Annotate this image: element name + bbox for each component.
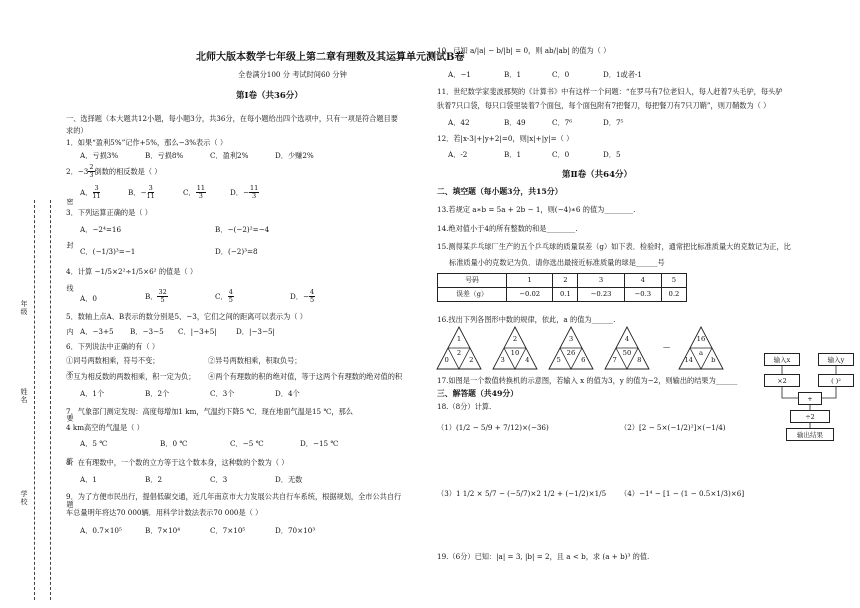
part1-heading: 第Ⅰ卷（共36分） [236, 91, 303, 101]
q6-statement-1: ①同号两数相乘，符号不变； [66, 356, 160, 365]
q6-option-d: D．4个 [275, 389, 300, 398]
question-15-line1: 15.测得某乒乓球厂生产的五个乒乓球的质量误差（g）如下表．检验时，通常把比标准质量大的克数记为正，比 [437, 242, 791, 251]
q8-option-c: C．3 [210, 475, 228, 484]
question-9-line1: 9．为了方便市民出行，提倡低碳交通，近几年南京市大力发展公共自行车系统，根据规划，全市公共自行 [66, 492, 402, 501]
q7-option-a: A．5 ℃ [80, 439, 108, 448]
seal-notice: 密 封 线 内 不 要 答 题 [66, 198, 74, 525]
q2-option-d: D．− $\frac{11}{3}$ [230, 184, 259, 200]
q1-option-c: C．盈利2% [210, 151, 249, 160]
q11-option-b: B．49 [504, 118, 526, 127]
q2-option-b: B．− $\frac{3}{11}$ [128, 184, 155, 200]
q11-option-d: D．7⁵ [603, 118, 624, 127]
table-cell: −0.23 [578, 288, 624, 302]
question-1: 1．如果“盈利5%”记作+5%，那么−3%表示（ ） [66, 138, 228, 147]
q18-part-4: （4）−1⁴ − [1 − (1 − 0.5×1/3)×6] [620, 489, 745, 498]
q18-part-1: （1）(1/2 − 5/9 + 7/12)×(−36) [437, 423, 549, 432]
triangle-number: 16 [696, 334, 706, 343]
question-6: 6．下列说法中正确的有（ ） [66, 342, 160, 351]
q9-option-a: A．0.7×10⁵ [80, 526, 122, 535]
q1-option-a: A．亏损3% [80, 151, 119, 160]
q8-option-a: A．1 [80, 475, 97, 484]
question-7-line1: 7．气象部门测定发现：高度每增加1 km，气温约下降5 ℃．现在地面气温是15 ℃，那么 [66, 407, 353, 416]
triangle-number: 6 [581, 355, 586, 364]
q18-part-2: （2）[2 − 5×(−1/2)²]×(−1/4) [620, 423, 726, 432]
question-18: 18.（8分）计算. [437, 402, 492, 411]
q3-option-c: C．(−1/3)³=−1 [80, 247, 136, 256]
question-7-line2: 4 km高空的气温是（ ） [66, 423, 144, 432]
table-cell: 2 [553, 274, 578, 288]
triangle-number: 14 [684, 355, 693, 364]
triangle-number: 8 [637, 355, 642, 364]
question-11-line2: 驮着7只口袋，每只口袋里装着7个面包，每个面包附有7把餐刀，每把餐刀有7只刀鞘”，则刀鞘数为（ ） [437, 101, 771, 110]
triangle-number: 7 [612, 355, 617, 364]
question-16: 16.找出下列各图形中数的规律，依此，a 的值为______. [437, 315, 616, 324]
triangle-number: 10 [510, 348, 520, 357]
q8-option-d: D．无数 [275, 475, 303, 484]
triangle-separator: — [663, 342, 671, 351]
q9-option-b: B．7×10⁴ [145, 526, 181, 535]
question-13: 13.若规定 a∗b = 5a + 2b − 1，则(−4)∗6 的值为________. [437, 205, 636, 214]
q2-option-c: C． $\frac{11}{3}$ [183, 184, 205, 200]
table-cell: 4 [624, 274, 661, 288]
q6-option-c: C．3个 [210, 389, 235, 398]
q2-number: 2． [66, 166, 78, 176]
question-3: 3．下列运算正确的是（ ） [66, 208, 152, 217]
q5-option-c: C．|−3+5| [178, 327, 217, 336]
q3-option-d: D．(−2)³=8 [215, 247, 258, 256]
q2-option-a: A． $\frac{3}{11}$ [80, 184, 101, 200]
grade-label: 年级 [20, 300, 28, 316]
triangle-number: 5 [556, 355, 561, 364]
triangle-number: b [711, 355, 716, 364]
q2-whole: −3 [77, 166, 89, 176]
triangle-number: 2 [456, 348, 462, 357]
question-5: 5．数轴上点A、B表示的数分别是5、−3，它们之间的距离可以表示为（ ） [66, 312, 307, 321]
table-cell: 0.2 [661, 288, 686, 302]
question-12: 12．若|x-3|+|y+2|=0，则|x|+|y|=（ ） [437, 134, 574, 143]
q7-option-d: D．−15 ℃ [300, 439, 339, 448]
q2-fraction: $\frac{2}{3}$ [89, 163, 94, 179]
table-cell: 5 [661, 274, 686, 288]
question-19: 19.（6分）已知：|a| = 3, |b| = 2，且 a < b，求 (a + b)³ 的值. [437, 552, 650, 561]
question-10: 10．已知 a/|a| − b/|b| = 0，则 ab/|ab| 的值为（ ） [437, 46, 611, 55]
q3-option-b: B．−(−2)²=−4 [215, 225, 270, 234]
q3-option-a: A．−2⁴=16 [80, 225, 122, 234]
fill-section-heading: 二、填空题（每小题3分，共15分） [437, 187, 563, 196]
table-cell: −0.02 [507, 288, 553, 302]
question-15-line2: 标准质量小的克数记为负．请你选出最接近标准质量的球是______号 [449, 258, 665, 267]
q2-text: 倒数的相反数是（ ） [94, 166, 162, 176]
flow-divide-two: ÷2 [790, 410, 830, 423]
q6-option-a: A．1个 [80, 389, 105, 398]
q5-option-b: B．−3−5 [130, 327, 164, 336]
q6-statement-4: ④两个有理数的积的绝对值，等于这两个有理数的绝对值的积 [208, 372, 403, 381]
q7-option-c: C．−5 ℃ [230, 439, 264, 448]
q11-option-c: C．7⁶ [552, 118, 573, 127]
q9-option-c: C．7×10⁵ [210, 526, 246, 535]
question-9-line2: 车总量明年将达70 000辆．用科学计数法表示70 000是（ ） [66, 508, 263, 517]
q4-option-c: C． $\frac{4}{5}$ [215, 288, 233, 304]
q4-option-d: D．− $\frac{4}{5}$ [290, 288, 315, 304]
q5-option-a: A．−3+5 [80, 327, 114, 336]
flow-square: ( )² [818, 374, 854, 387]
q6-statement-2: ②异号两数相乘，积取负号； [208, 356, 302, 365]
instructions-line2: 求的） [66, 126, 88, 135]
q11-option-a: A．42 [448, 118, 470, 127]
flow-plus: + [798, 392, 822, 405]
triangle-number: 0 [444, 355, 449, 364]
triangle-number: 2 [512, 334, 518, 343]
q10-option-d: D．1或者-1 [603, 70, 642, 79]
table-cell: −0.3 [624, 288, 661, 302]
exam-info: 全卷满分100 分 考试时间60 分钟 [238, 70, 347, 79]
q5-option-d: D．|−3−5| [236, 327, 275, 336]
table-cell: 0.1 [553, 288, 578, 302]
flow-input-y: 输入y [818, 353, 854, 366]
q4-option-a: A．0 [80, 294, 97, 303]
solve-section-heading: 三、解答题（共49分） [437, 389, 519, 398]
triangle-number: a [698, 348, 704, 357]
q12-option-a: A．-2 [448, 150, 468, 159]
question-14: 14.绝对值小于4的所有整数的和是________. [437, 224, 578, 233]
triangle-number: 50 [622, 348, 632, 357]
q7-option-b: B．0 ℃ [160, 439, 188, 448]
table-cell: 1 [507, 274, 553, 288]
triangle-number: 3 [568, 334, 574, 343]
table-cell: 3 [578, 274, 624, 288]
instructions-line1: 一、选择题（本大题共12小题，每小题3分，共36分，在每小题给出四个选项中，只有一项是符合题目要 [66, 114, 398, 123]
triangle-number: 1 [456, 334, 462, 343]
question-17: 17.如图是一个数值转换机的示意图，若输入 x 的值为3，y 的值为−2，则输出的结果为______ [437, 376, 738, 385]
q1-option-d: D．少赚2% [275, 151, 314, 160]
q12-option-d: D．5 [603, 150, 621, 159]
triangle-number: 4 [525, 355, 530, 364]
question-4: 4．计算 −1/5×2²÷1/5×6² 的值是（ ） [66, 267, 198, 276]
q6-statement-3: ③互为相反数的两数相乘，积一定为负； [66, 372, 196, 381]
flow-times-two: ×2 [764, 374, 800, 387]
question-8: 8．在有理数中，一个数的立方等于这个数本身，这种数的个数为（ ） [66, 458, 289, 467]
q18-part-3: （3）1 1/2 × 5/7 − (−5/7)×2 1/2 + (−1/2)×1/5 [437, 489, 607, 498]
triangle-number: 2 [469, 355, 474, 364]
q10-option-b: B．1 [504, 70, 522, 79]
q1-option-b: B．亏损8% [145, 151, 184, 160]
q6-option-b: B．2个 [145, 389, 170, 398]
flow-input-x: 输入x [764, 353, 800, 366]
triangle-number: 26 [566, 348, 576, 357]
name-label: 姓名 [20, 388, 28, 404]
question-11-line1: 11．世纪数学家斐波那契的《计算书》中有这样一个问题：“在罗马有7位老妇人，每人赶着7头毛驴，每头驴 [437, 87, 783, 96]
q12-option-c: C．0 [552, 150, 570, 159]
q9-option-d: D．70×10³ [275, 526, 316, 535]
q4-option-b: B． $\frac{32}{5}$ [145, 288, 167, 304]
q12-option-b: B．1 [504, 150, 522, 159]
part2-heading: 第Ⅱ卷（共64分） [562, 170, 632, 180]
triangle-number: 4 [624, 334, 630, 343]
page-title: 北师大版本数学七年级上第二章有理数及其运算单元测试B卷 [196, 52, 465, 63]
flow-output: 输出结果 [786, 428, 834, 441]
q10-option-c: C．0 [552, 70, 570, 79]
table-cell: 误差（g） [438, 288, 507, 302]
school-label: 学校 [20, 490, 28, 506]
q10-option-a: A．−1 [448, 70, 471, 79]
q8-option-b: B．2 [145, 475, 163, 484]
triangle-number: 3 [500, 355, 505, 364]
table-cell: 号码 [438, 274, 507, 288]
